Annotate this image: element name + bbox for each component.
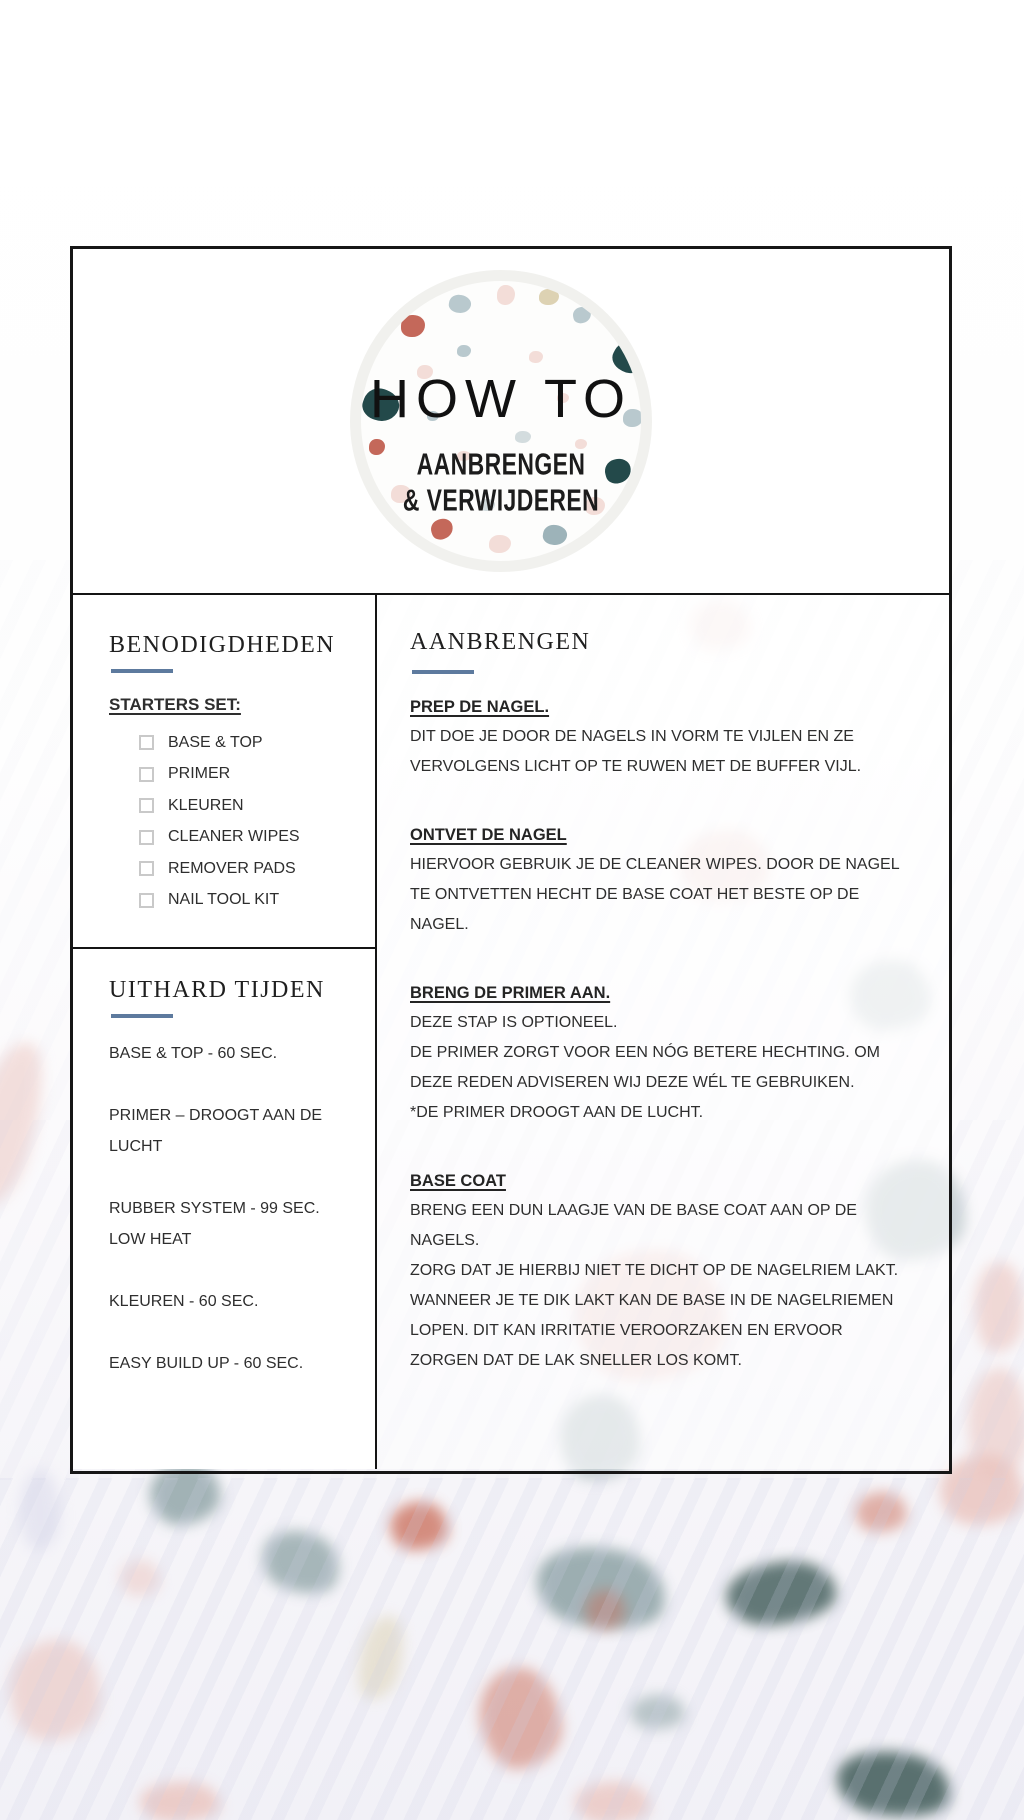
checkbox-icon [139,861,154,876]
section-benodigdheden [73,595,375,949]
step-section [410,820,930,940]
step-title: ONTVET DE NAGEL [410,826,567,844]
benodigdheden-heading: BENODIGDHEDEN [109,632,336,658]
checkbox-icon [139,830,154,845]
checkbox-icon [139,893,154,908]
step-section [410,692,930,782]
checklist-item [109,885,375,917]
checkbox-icon [139,735,154,750]
terrazzo-spot [401,315,425,337]
step-text-line: WANNEER JE TE DIK LAKT KAN DE BASE IN DE NAGELRIEMEN [410,1292,894,1309]
checklist-item [109,853,375,885]
brushstroke-layer [0,1478,1024,1820]
checklist-label: REMOVER PADS [168,859,296,877]
heading-underline [111,1014,173,1018]
step-text-line: LOPEN. DIT KAN IRRITATIE VEROORZAKEN EN ERVOOR [410,1322,843,1339]
terrazzo-spot [457,345,471,357]
cure-time-item: BASE & TOP - 60 SEC. [109,1045,278,1062]
step-section [410,978,930,1128]
step-title: PREP DE NAGEL. [410,698,550,716]
checklist-label: NAIL TOOL KIT [168,891,280,909]
terrazzo-spot [369,439,385,455]
terrazzo-spot [515,431,531,443]
checklist-item [109,759,375,791]
aanbrengen-steps [410,692,930,1376]
checkbox-icon [139,767,154,782]
step-text-line: TE ONTVETTEN HECHT DE BASE COAT HET BESTE OP DE [410,886,860,903]
left-column [73,595,377,1469]
logo-title: HOW TO [369,369,632,429]
step-text-line: HIERVOOR GEBRUIK JE DE CLEANER WIPES. DOOR DE NAGEL [410,856,900,873]
terrazzo-spot [542,523,569,546]
terrazzo-spot [428,516,456,542]
instruction-card [70,246,952,1474]
logo-subtitle-line2: & VERWIJDEREN [402,483,600,518]
starters-checklist [109,727,375,916]
step-section [410,1166,930,1376]
logo-subtitle-line1: AANBRENGEN [416,446,586,481]
checklist-item [109,822,375,854]
checklist-label: PRIMER [168,765,231,783]
logo-subtitle [386,446,616,519]
cure-times-list [109,1038,351,1379]
step-title: BASE COAT [410,1172,506,1190]
heading-underline [111,669,173,673]
terrazzo-logo [350,270,652,572]
step-text-line: ZORGEN DAT DE LAK SNELLER LOS KOMT. [410,1352,742,1369]
starters-set-title: STARTERS SET: [109,695,241,714]
section-aanbrengen [377,595,949,1469]
step-text-line: BRENG EEN DUN LAAGJE VAN DE BASE COAT AAN OP DE [410,1202,857,1219]
heading-underline [412,670,474,674]
cure-time-item: RUBBER SYSTEM - 99 SEC. LOW HEAT [109,1200,320,1248]
step-text-line: DIT DOE JE DOOR DE NAGELS IN VORM TE VIJLEN EN ZE [410,728,854,745]
step-text-line: VERVOLGENS LICHT OP TE RUWEN MET DE BUFFER VIJL. [410,758,862,775]
terrazzo-spot [448,293,473,315]
uithard-tijden-heading: UITHARD TIJDEN [109,977,325,1003]
card-header [73,249,949,595]
checklist-label: KLEUREN [168,796,244,814]
step-text-line: DEZE REDEN ADVISEREN WIJ DEZE WÉL TE GEBRUIKEN. [410,1074,855,1091]
checklist-item [109,727,375,759]
terrazzo-spot [539,289,559,305]
step-text-line: *DE PRIMER DROOGT AAN DE LUCHT. [410,1104,704,1121]
checklist-label: CLEANER WIPES [168,828,300,846]
step-text-line: DE PRIMER ZORGT VOOR EEN NÓG BETERE HECHTING. OM [410,1044,880,1061]
cure-time-item: EASY BUILD UP - 60 SEC. [109,1355,304,1372]
cure-time-item: KLEUREN - 60 SEC. [109,1293,259,1310]
step-text-line: DEZE STAP IS OPTIONEEL. [410,1014,618,1031]
terrazzo-spot [529,351,543,363]
terrazzo-spot [497,285,515,305]
terrazzo-spot [572,305,593,324]
cure-time-item: PRIMER – DROOGT AAN DE LUCHT [109,1107,323,1155]
aanbrengen-heading: AANBRENGEN [410,629,591,655]
section-uithard-tijden [73,949,375,1467]
card-body [73,595,949,1469]
step-text-line: NAGEL. [410,916,469,933]
step-text-line: ZORG DAT JE HIERBIJ NIET TE DICHT OP DE NAGELRIEM LAKT. [410,1262,899,1279]
checklist-item [109,790,375,822]
step-text-line: NAGELS. [410,1232,480,1249]
terrazzo-spot [489,535,511,553]
checklist-label: BASE & TOP [168,733,263,751]
step-title: BRENG DE PRIMER AAN. [410,984,611,1002]
checkbox-icon [139,798,154,813]
